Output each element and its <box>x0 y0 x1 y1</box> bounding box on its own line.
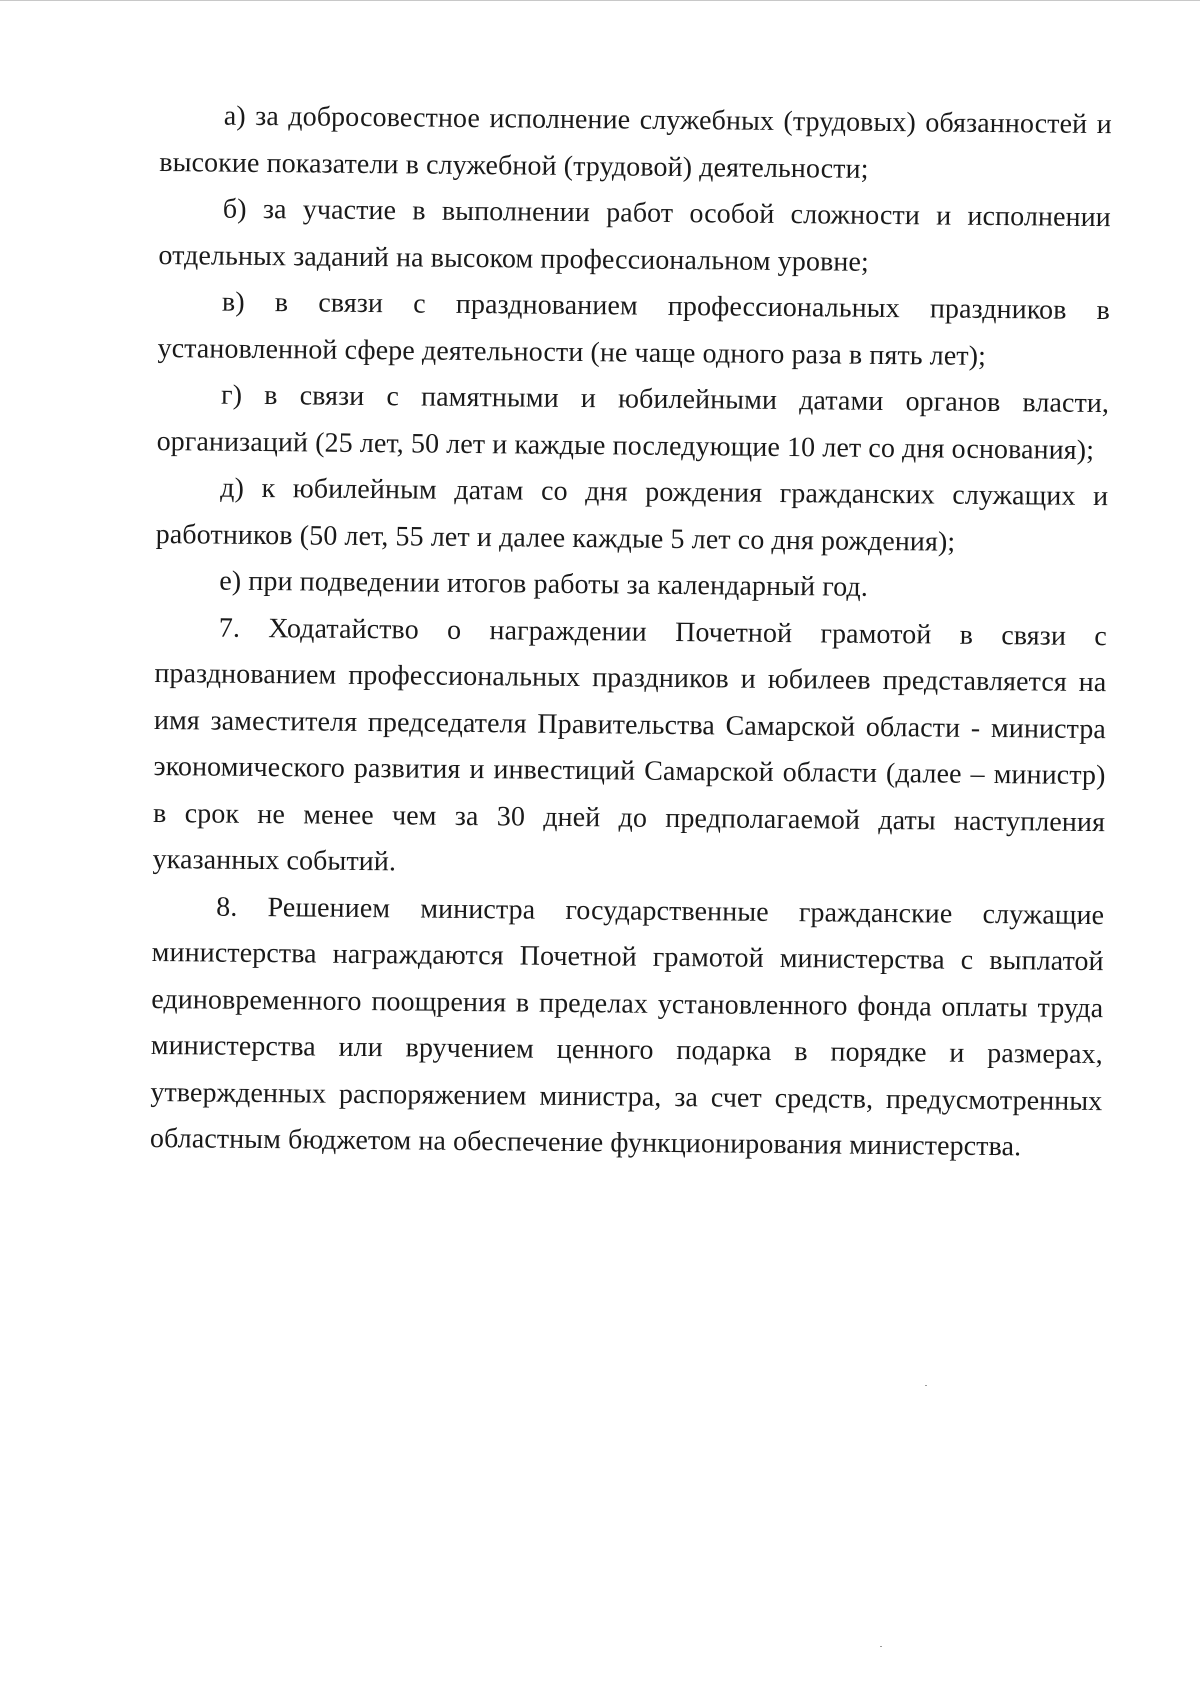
paragraph-item-e: е) при подведении итогов работы за календарный год. <box>219 565 869 603</box>
scan-speck <box>880 1646 882 1647</box>
paragraph-item-d: д) к юбилейным датам со дня рождения гражданских служащих и работников (50 лет, 55 лет и далее каждые 5 лет со дня рождения); <box>155 472 1109 558</box>
paragraph-item-v: в) в связи с празднованием профессиональных праздников в установленной сфере деятельности (не чаще одного раза в пять лет); <box>157 286 1111 372</box>
paragraph-item-a: а) за добросовестное исполнение служебных (трудовых) обязанностей и высокие показатели в служебной (трудовой) деятельности; <box>159 100 1112 185</box>
scan-speck <box>925 1385 927 1386</box>
paragraph-item-b: б) за участие в выполнении работ особой сложности и исполнении отдельных заданий на высоком профессиональном уровне; <box>158 193 1111 278</box>
paragraph-7: 7. Ходатайство о награждении Почетной грамотой в связи с празднованием профессиональных праздников и юбилеев представляется на имя заместителя председателя Правительства Самарской области - министра экономического развития и инвестиций Самарской области (далее – министр) в срок не менее чем за 30 дней до предполагаемой даты наступления указанных событий. <box>152 612 1107 878</box>
document-body <box>150 93 1112 1172</box>
paragraph-item-g: г) в связи с памятными и юбилейными датами органов власти, организаций (25 лет, 50 лет и каждые последующие 10 лет со дня основания); <box>156 379 1110 466</box>
paragraph-8: 8. Решением министра государственные гражданские служащие министерства награждаются Почетной грамотой министерства с выплатой единовременного поощрения в пределах установленного фонда оплаты труда министерства или вручением ценного подарка в порядке и размерах, утвержденных распоряжением министра, за счет средств, предусмотренных областным бюджетом на обеспечение функционирования министерства. <box>149 891 1105 1163</box>
